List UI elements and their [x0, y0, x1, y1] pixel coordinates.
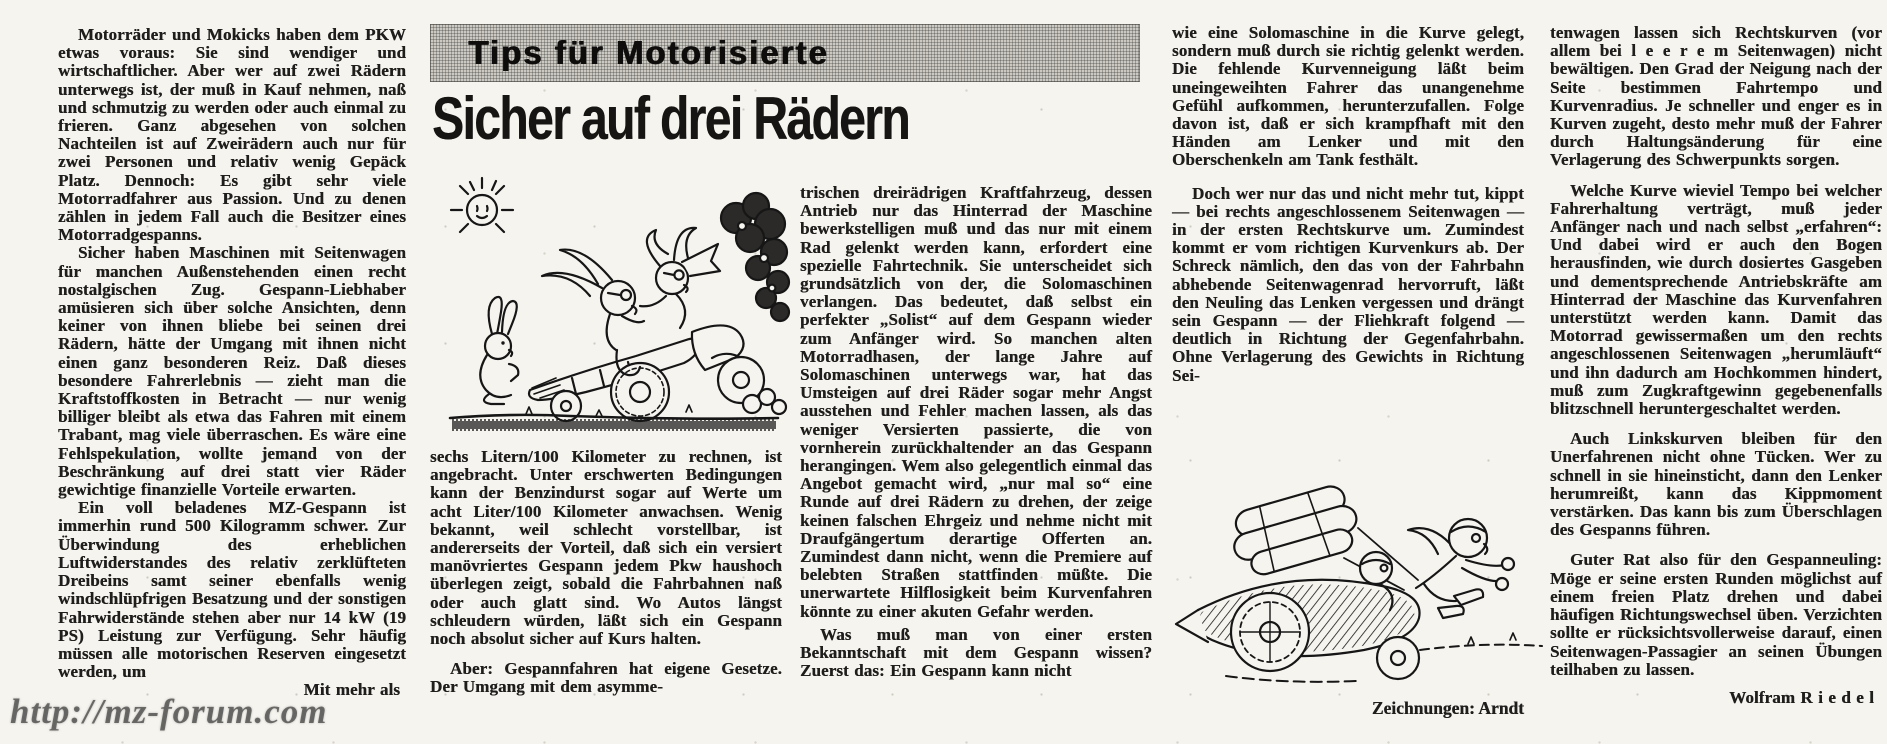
front-wheel — [1231, 593, 1309, 671]
section-banner-label: Tips für Motorisierte — [468, 34, 829, 71]
column-continuation-line: Mit mehr als — [303, 680, 400, 700]
passenger-rabbit-figure — [640, 228, 720, 328]
ground-hatch — [450, 405, 778, 431]
body-paragraph: Sicher haben Maschinen mit Seitenwagen für manchen Außenstehenden einen recht nostalgischen Zug. Gespann-Liebhaber amüsieren sich über solche Ansichten, denn keiner von ihnen bliebe bei seinen drei Rädern, hätte der Umgang mit ihnen nicht einen ganz besonderen Reiz. Daß dieses besondere Fahrerlebnis — zieht man die Kraftstoffkosten in Betracht — nur wenig billiger bleibt als etwa das Fahren mit einem Trabant, mag viele überraschen. Es wäre eine Fehlspekulation, wollte jemand von der Beschränkung auf drei statt vier Räder gewichtige finanzielle Vorteile erwarten. — [58, 243, 406, 500]
author-signature: Wolfram R i e d e l — [1729, 687, 1874, 707]
luggage-bundle — [1225, 481, 1365, 580]
body-paragraph: wie eine Solomaschine in die Kurve gelegt, sondern muß durch sie richtig gelenkt werden. Die fehlende Kurvenneigung läßt beim uneingeweihten Fahrer das unangenehme Gefühl aufkommen, herunterzufallen. Folge davon ist, daß er sich krampfhaft mit den Händen am Lenker und mit den Oberschenkeln am Tank festhält. — [1172, 23, 1524, 170]
body-paragraph: Auch Linkskurven bleiben für den Unerfahrenen nicht ohne Tücken. Wer zu schnell in sie hineinsticht, dann den Lenker herumreißt, kann das Kippmoment verstärken. Das kann bis zum Überschlagen des Gespanns führen. — [1550, 429, 1882, 540]
article-column-5 — [1550, 24, 1882, 707]
body-paragraph: Guter Rat also für den Gespanneuling: Möge er seine ersten Runden möglichst auf einem freien Platz drehen und dabei häufigen Richtungswechsel üben. Verzichten sollte er rücksichtsvollerweise darauf, einen Seitenwagen-Passagier an seinen Übungen teilhaben zu lassen. — [1550, 550, 1882, 679]
article-headline-text: Sicher auf drei Rädern — [432, 85, 909, 152]
sun-with-face-icon — [451, 178, 513, 232]
body-paragraph: trischen dreirädrigen Kraftfahrzeug, dessen Antrieb nur das Hinterrad der Maschine bewerkstelligen muß und das nur mit einem Rad gelenkt werden kann, erfordert eine spezielle Fahrtechnik. Sie unterscheidet sich grundsätzlich von der, die Solomaschinen verlangen. Das bedeutet, daß selbst ein perfekter „Solist“ auf dem Gespann wieder zum Anfänger wird. So manchen alten Motorradhasen, der lange Jahre auf Solomaschinen unterwegs war, hat das Umsteigen auf drei Räder sogar mehr Angst ausstehen und Fehler machen lassen, als das weniger Versierten passierte, die von vornherein zurückhaltender an das Gespann herangingen. Wem also gelegentlich einmal das Angebot gemacht wird, „nur mal so“ eine Runde auf drei Rädern zu drehen, der zeige keinen falschen Ehrgeiz und nehme nicht mit Draufgängertum derartige Offerten an. Zumindest dann nicht, wenn die Premiere auf belebten Straßen stattfinden müßte. Die unerwartete Hilflosigkeit beim Kurvenfahren könnte zu einer akuten Gefahr werden. — [800, 183, 1152, 621]
body-paragraph: tenwagen lassen sich Rechtskurven (vor allem bei l e e r e m Seitenwagen) nicht bewältigen. Den Grad der Neigung nach der Seite bestimmen Fahrtempo und Kurvenradius. Je schneller und enger es in Kurven zugeht, desto mehr muß der Fahrer durch Haltungsänderung für eine Verlagerung des Schwerpunkts sorgen. — [1550, 23, 1882, 170]
article-column-1 — [58, 26, 406, 700]
body-paragraph: Aber: Gespannfahren hat eigene Gesetze. Der Umgang mit dem asymme- — [430, 659, 782, 697]
rabbits-rocket-sidecar-wheelie-cartoon — [436, 166, 792, 438]
exhaust-smoke-cloud — [721, 193, 789, 321]
body-paragraph: Motorräder und Mokicks haben dem PKW etwas voraus: Sie sind wendiger und wirtschaftlicher. Aber wer auf zwei Rädern unterwegs ist, der muß in Kauf nehmen, naß und schmutzig zu werden oder auch einmal zu frieren. Ganz abgesehen von solchen Nachteilen ist auf Zweirädern auch nur für zwei Personen und relativ wenig Gepäck Platz. Dennoch: Es gibt sehr viele Motorradfahrer aus Passion. Und zu denen zählen in jedem Fall auch die Besitzer eines Motorradgespanns. — [58, 25, 406, 245]
article-headline — [432, 84, 1172, 164]
sidecar-body — [692, 325, 764, 403]
section-banner — [430, 24, 1140, 82]
forum-watermark: http://mz-forum.com — [10, 692, 328, 731]
watching-rabbit-figure — [480, 297, 518, 404]
body-paragraph: Ein voll beladenes MZ-Gespann ist immerhin rund 500 Kilogramm schwer. Zur Überwindung des erheblichen Luftwiderstandes des relativ zerklüfteten Dreibeins samt seiner ebenfalls wenig windschlüpfrigen Besatzung und der sonstigen Fahrwiderstände stehen aber nur 14 kW (19 PS) Leistung zur Verfügung. Sehr häufig müssen alle motorischen Reserven eingesetzt werden, um — [58, 498, 406, 682]
tipping-sidecar-flying-rider-cartoon — [1168, 462, 1548, 697]
article-column-2 — [430, 448, 782, 697]
driver-rabbit-figure — [542, 250, 644, 376]
rocket-motorcycle — [529, 339, 701, 421]
article-column-4 — [1172, 24, 1524, 385]
body-paragraph: Doch wer nur das und nicht mehr tut, kippt — bei rechts angeschlossenem Seitenwagen — in der ersten Rechtskurve um. Zumindest kommt er vom richtigen Kurvenkurs ab. Der Schreck nämlich, den das von der Fahrbahn abhebende Seitenwagenrad hervorruft, läßt den Neuling das Lenken vergessen und drängt sein Gespann — der Fliehkraft folgend — deutlich in Richtung der Gegenfahrbahn. Ohne Verlagerung des Gewichts in Richtung Sei- — [1172, 183, 1524, 385]
body-paragraph: Welche Kurve wieviel Tempo bei welcher Fahrerhaltung verträgt, muß jeder Anfänger nach und nach selbst „erfahren“: Und dabei wird er auch den Bogen herausfinden, wie durch dosiertes Gasgeben und dementsprechende Antriebskräfte am Hinterrad der Maschine das Kurvenfahren unterstützt werden kann. Damit das Motorrad gewissermaßen um den rechts angeschlossenen Seitenwagen „herumläuft“ und ihn dadurch am Hochkommen hindert, muß zum Zugkraftgewinn gegebenenfalls blitzschnell heruntergeschaltet werden. — [1550, 180, 1882, 419]
rear-wheel — [1377, 637, 1419, 679]
body-paragraph: sechs Litern/100 Kilometer zu rechnen, ist angebracht. Unter erschwerten Bedingungen kann der Benzindurst sogar auf Werte um acht Liter/100 Kilometer anwachsen. Wenig bekannt, weil schlecht vorstellbar, ist andererseits der Vorteil, daß sich ein versiert manövriertes Gespann jedem Pkw haushoch überlegen zeigt, sobald die Fahrbahnen naß oder auch glatt sind. Wo Autos längst schleudern würden, läßt sich ein Gespann noch absolut sicher auf Kurs halten. — [430, 447, 782, 649]
body-paragraph: Was muß man von einer ersten Bekanntschaft mit dem Gespann wissen? Zuerst das: Ein Gespann kann nicht — [800, 624, 1152, 681]
article-column-3 — [800, 184, 1152, 680]
flying-rider-figure — [1408, 519, 1514, 618]
illustration-credit: Zeichnungen: Arndt — [1371, 698, 1524, 718]
